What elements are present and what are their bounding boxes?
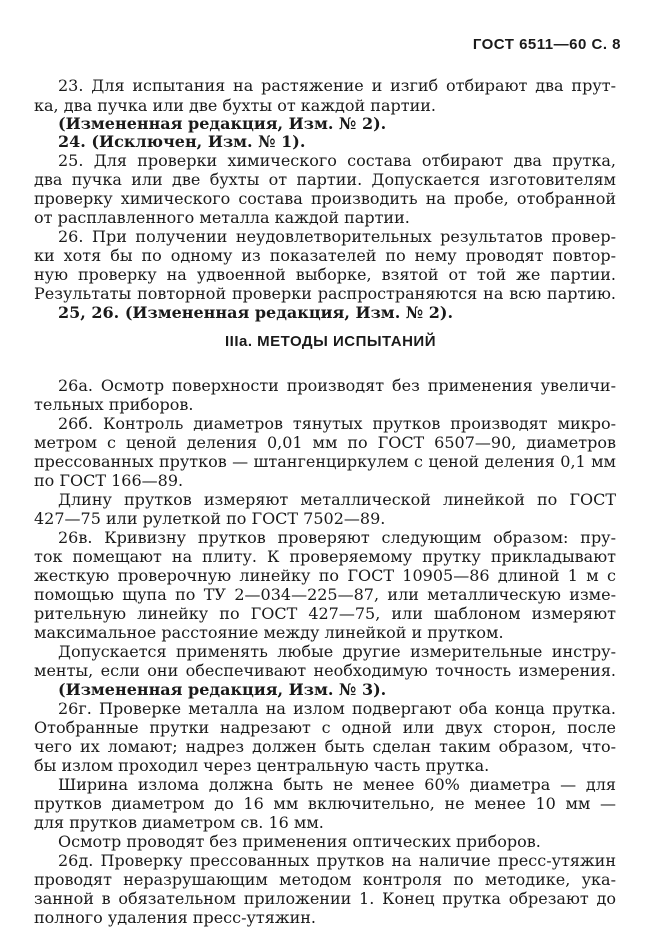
text-line: проверку химического состава производить на пробе, отобранной xyxy=(34,189,616,208)
text-line: 26б. Контроль диаметров тянутых прутков производят микро- xyxy=(58,414,616,433)
text-line: Отобранные прутки надрезают с одной или двух сторон, после xyxy=(34,718,616,737)
text-line: ток помещают на плиту. К проверяемому прутку прикладывают xyxy=(34,547,616,566)
text-line: по ГОСТ 166—89. xyxy=(34,471,184,490)
text-line: Осмотр проводят без применения оптических приборов. xyxy=(58,832,541,851)
excluded-note: 24. (Исключен, Изм. № 1). xyxy=(58,132,306,151)
text-line: прессованных прутков — штангенциркулем с ценой деления 0,1 мм xyxy=(34,452,616,471)
amendment-note: (Измененная редакция, Изм. № 3). xyxy=(58,680,387,699)
text-line: жесткую проверочную линейку по ГОСТ 10905—86 длиной 1 м с xyxy=(34,566,616,585)
text-line: менты, если они обеспечивают необходимую точность измерения. xyxy=(34,661,616,680)
text-line: 23. Для испытания на растяжение и изгиб отбирают два прут- xyxy=(58,76,616,95)
text-line: Результаты повторной проверки распространяются на всю партию. xyxy=(34,284,616,303)
text-line: метром с ценой деления 0,01 мм по ГОСТ 6507—90, диаметров xyxy=(34,433,616,452)
text-line: 25. Для проверки химического состава отбирают два прутка, xyxy=(58,151,616,170)
text-line: прутков диаметром до 16 мм включительно, не менее 10 мм — xyxy=(34,794,616,813)
text-line: 26д. Проверку прессованных прутков на наличие пресс-утяжин xyxy=(58,851,616,870)
text-line: ка, два пучка или две бухты от каждой партии. xyxy=(34,96,436,115)
amendment-note: 25, 26. (Измененная редакция, Изм. № 2). xyxy=(58,303,454,322)
text-line: для прутков диаметром св. 16 мм. xyxy=(34,813,324,832)
text-line: 26а. Осмотр поверхности производят без применения увеличи- xyxy=(58,376,616,395)
text-line: 427—75 или рулеткой по ГОСТ 7502—89. xyxy=(34,509,386,528)
text-line: Длину прутков измеряют металлической линейкой по ГОСТ xyxy=(58,490,616,509)
text-line: 26. При получении неудовлетворительных результатов провер- xyxy=(58,227,616,246)
amendment-note: (Измененная редакция, Изм. № 2). xyxy=(58,114,387,133)
text-line: от расплавленного металла каждой партии. xyxy=(34,208,410,227)
text-line: два пучка или две бухты от партии. Допускается изготовителям xyxy=(34,170,616,189)
text-line: проводят неразрушающим методом контроля по методике, ука- xyxy=(34,870,616,889)
text-line: чего их ломают; надрез должен быть сделан таким образом, что- xyxy=(34,737,616,756)
text-line: Допускается применять любые другие измерительные инстру- xyxy=(58,642,616,661)
section-heading: IIIа. МЕТОДЫ ИСПЫТАНИЙ xyxy=(224,333,436,350)
text-line: ки хотя бы по одному из показателей по нему проводят повтор- xyxy=(34,246,616,265)
text-line: рительную линейку по ГОСТ 427—75, или шаблоном измеряют xyxy=(34,604,616,623)
page-header: ГОСТ 6511—60 С. 8 xyxy=(472,36,621,53)
text-line: тельных приборов. xyxy=(34,395,194,414)
text-line: помощью щупа по ТУ 2—034—225—87, или металлическую изме- xyxy=(34,585,616,604)
text-line: полного удаления пресс-утяжин. xyxy=(34,908,316,927)
text-line: ную проверку на удвоенной выборке, взятой от той же партии. xyxy=(34,265,616,284)
text-line: максимальное расстояние между линейкой и прутком. xyxy=(34,623,504,642)
text-line: Ширина излома должна быть не менее 60% диаметра — для xyxy=(58,775,616,794)
text-line: занной в обязательном приложении 1. Конец прутка обрезают до xyxy=(34,889,616,908)
text-line: 26в. Кривизну прутков проверяют следующим образом: пру- xyxy=(58,528,616,547)
text-line: бы излом проходил через центральную часть прутка. xyxy=(34,756,490,775)
text-line: 26г. Проверке металла на излом подвергают оба конца прутка. xyxy=(58,699,616,718)
